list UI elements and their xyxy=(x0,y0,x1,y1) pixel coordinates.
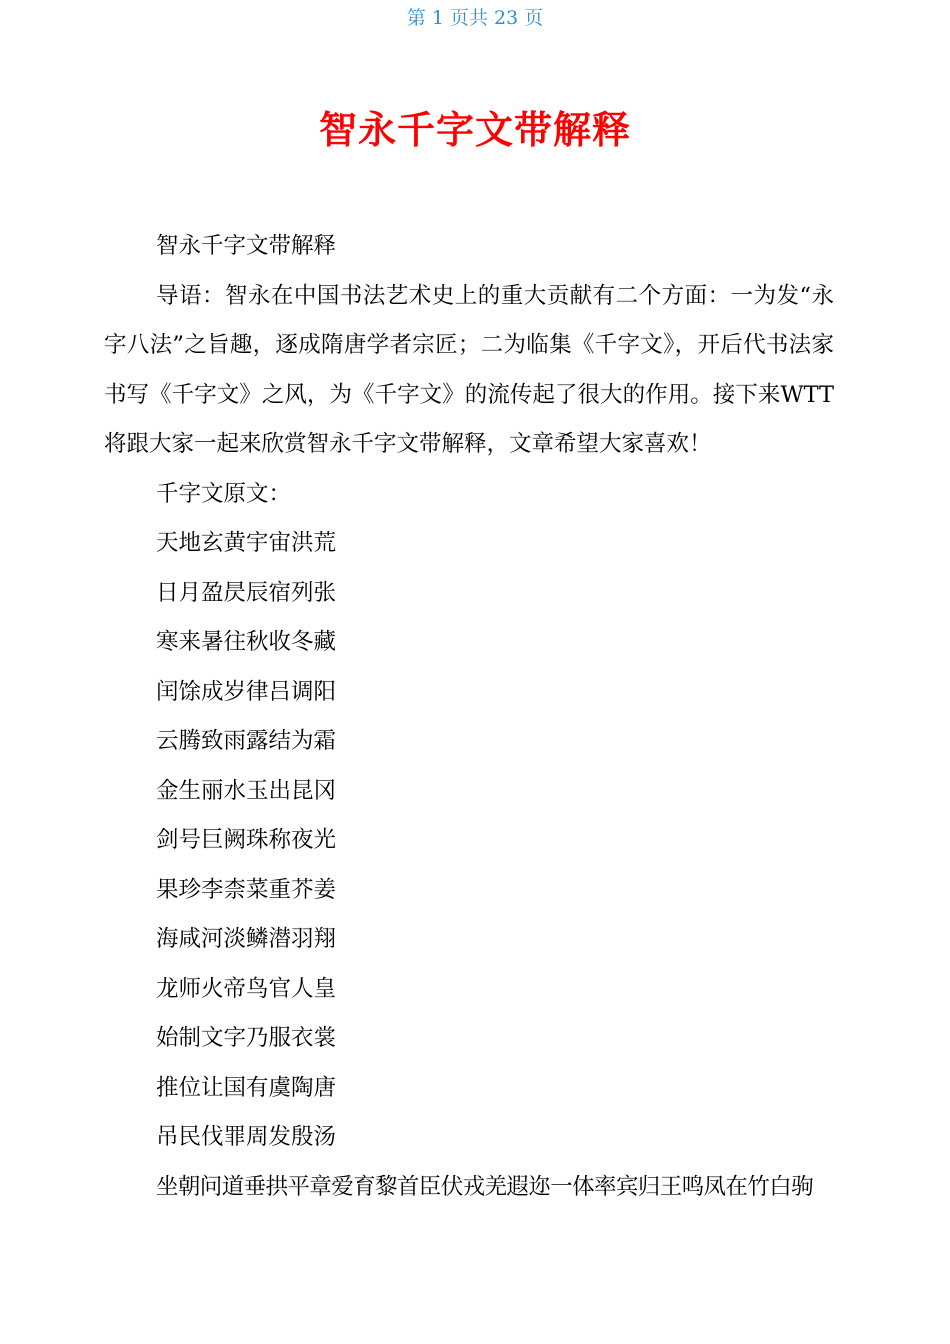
verse-line-long: 坐朝问道垂拱平章爱育黎首臣伏戎羌遐迩一体率宾归王鸣凤在竹白驹 xyxy=(156,1173,814,1200)
document-title: 智永千字文带解释 xyxy=(318,108,631,152)
verse-line: 海咸河淡鳞潜羽翔 xyxy=(156,926,337,952)
verse-line: 日月盈昃辰宿列张 xyxy=(156,579,337,606)
verse-line: 云腾致雨露结为霜 xyxy=(156,728,337,754)
verse-line: 始制文字乃服衣裳 xyxy=(156,1025,337,1051)
verse-line: 天地玄黄宇宙洪荒 xyxy=(156,530,337,556)
paragraph-original-heading: 千字文原文： xyxy=(156,480,292,507)
verse-line: 金生丽水玉出昆冈 xyxy=(156,777,337,804)
verse-line: 吊民伐罪周发殷汤 xyxy=(156,1124,337,1150)
verse-line: 闰馀成岁律吕调阳 xyxy=(156,678,337,705)
verse-line: 推位让国有虞陶唐 xyxy=(156,1074,337,1101)
paragraph-subtitle: 智永千字文带解释 xyxy=(156,233,337,259)
page-indicator: 第 1 页共 23 页 xyxy=(406,7,544,29)
verse-line: 龙师火帝鸟官人皇 xyxy=(156,975,337,1002)
verse-line: 果珍李柰菜重芥姜 xyxy=(156,876,337,903)
document-body xyxy=(104,222,834,1212)
verse-line: 寒来暑往秋收冬藏 xyxy=(156,629,337,655)
verse-line: 剑号巨阙珠称夜光 xyxy=(156,827,337,853)
paragraph-intro: 导语：智永在中国书法艺术史上的重大贡献有二个方面：一为发“永字八法”之旨趣，逐成隋唐学者宗匠；二为临集《千字文》，开后代书法家书写《千字文》之风，为《千字文》的流传起了很大的作用。接下来WTT将跟大家一起来欣赏智永千字文带解释，文章希望大家喜欢！ xyxy=(104,282,834,457)
